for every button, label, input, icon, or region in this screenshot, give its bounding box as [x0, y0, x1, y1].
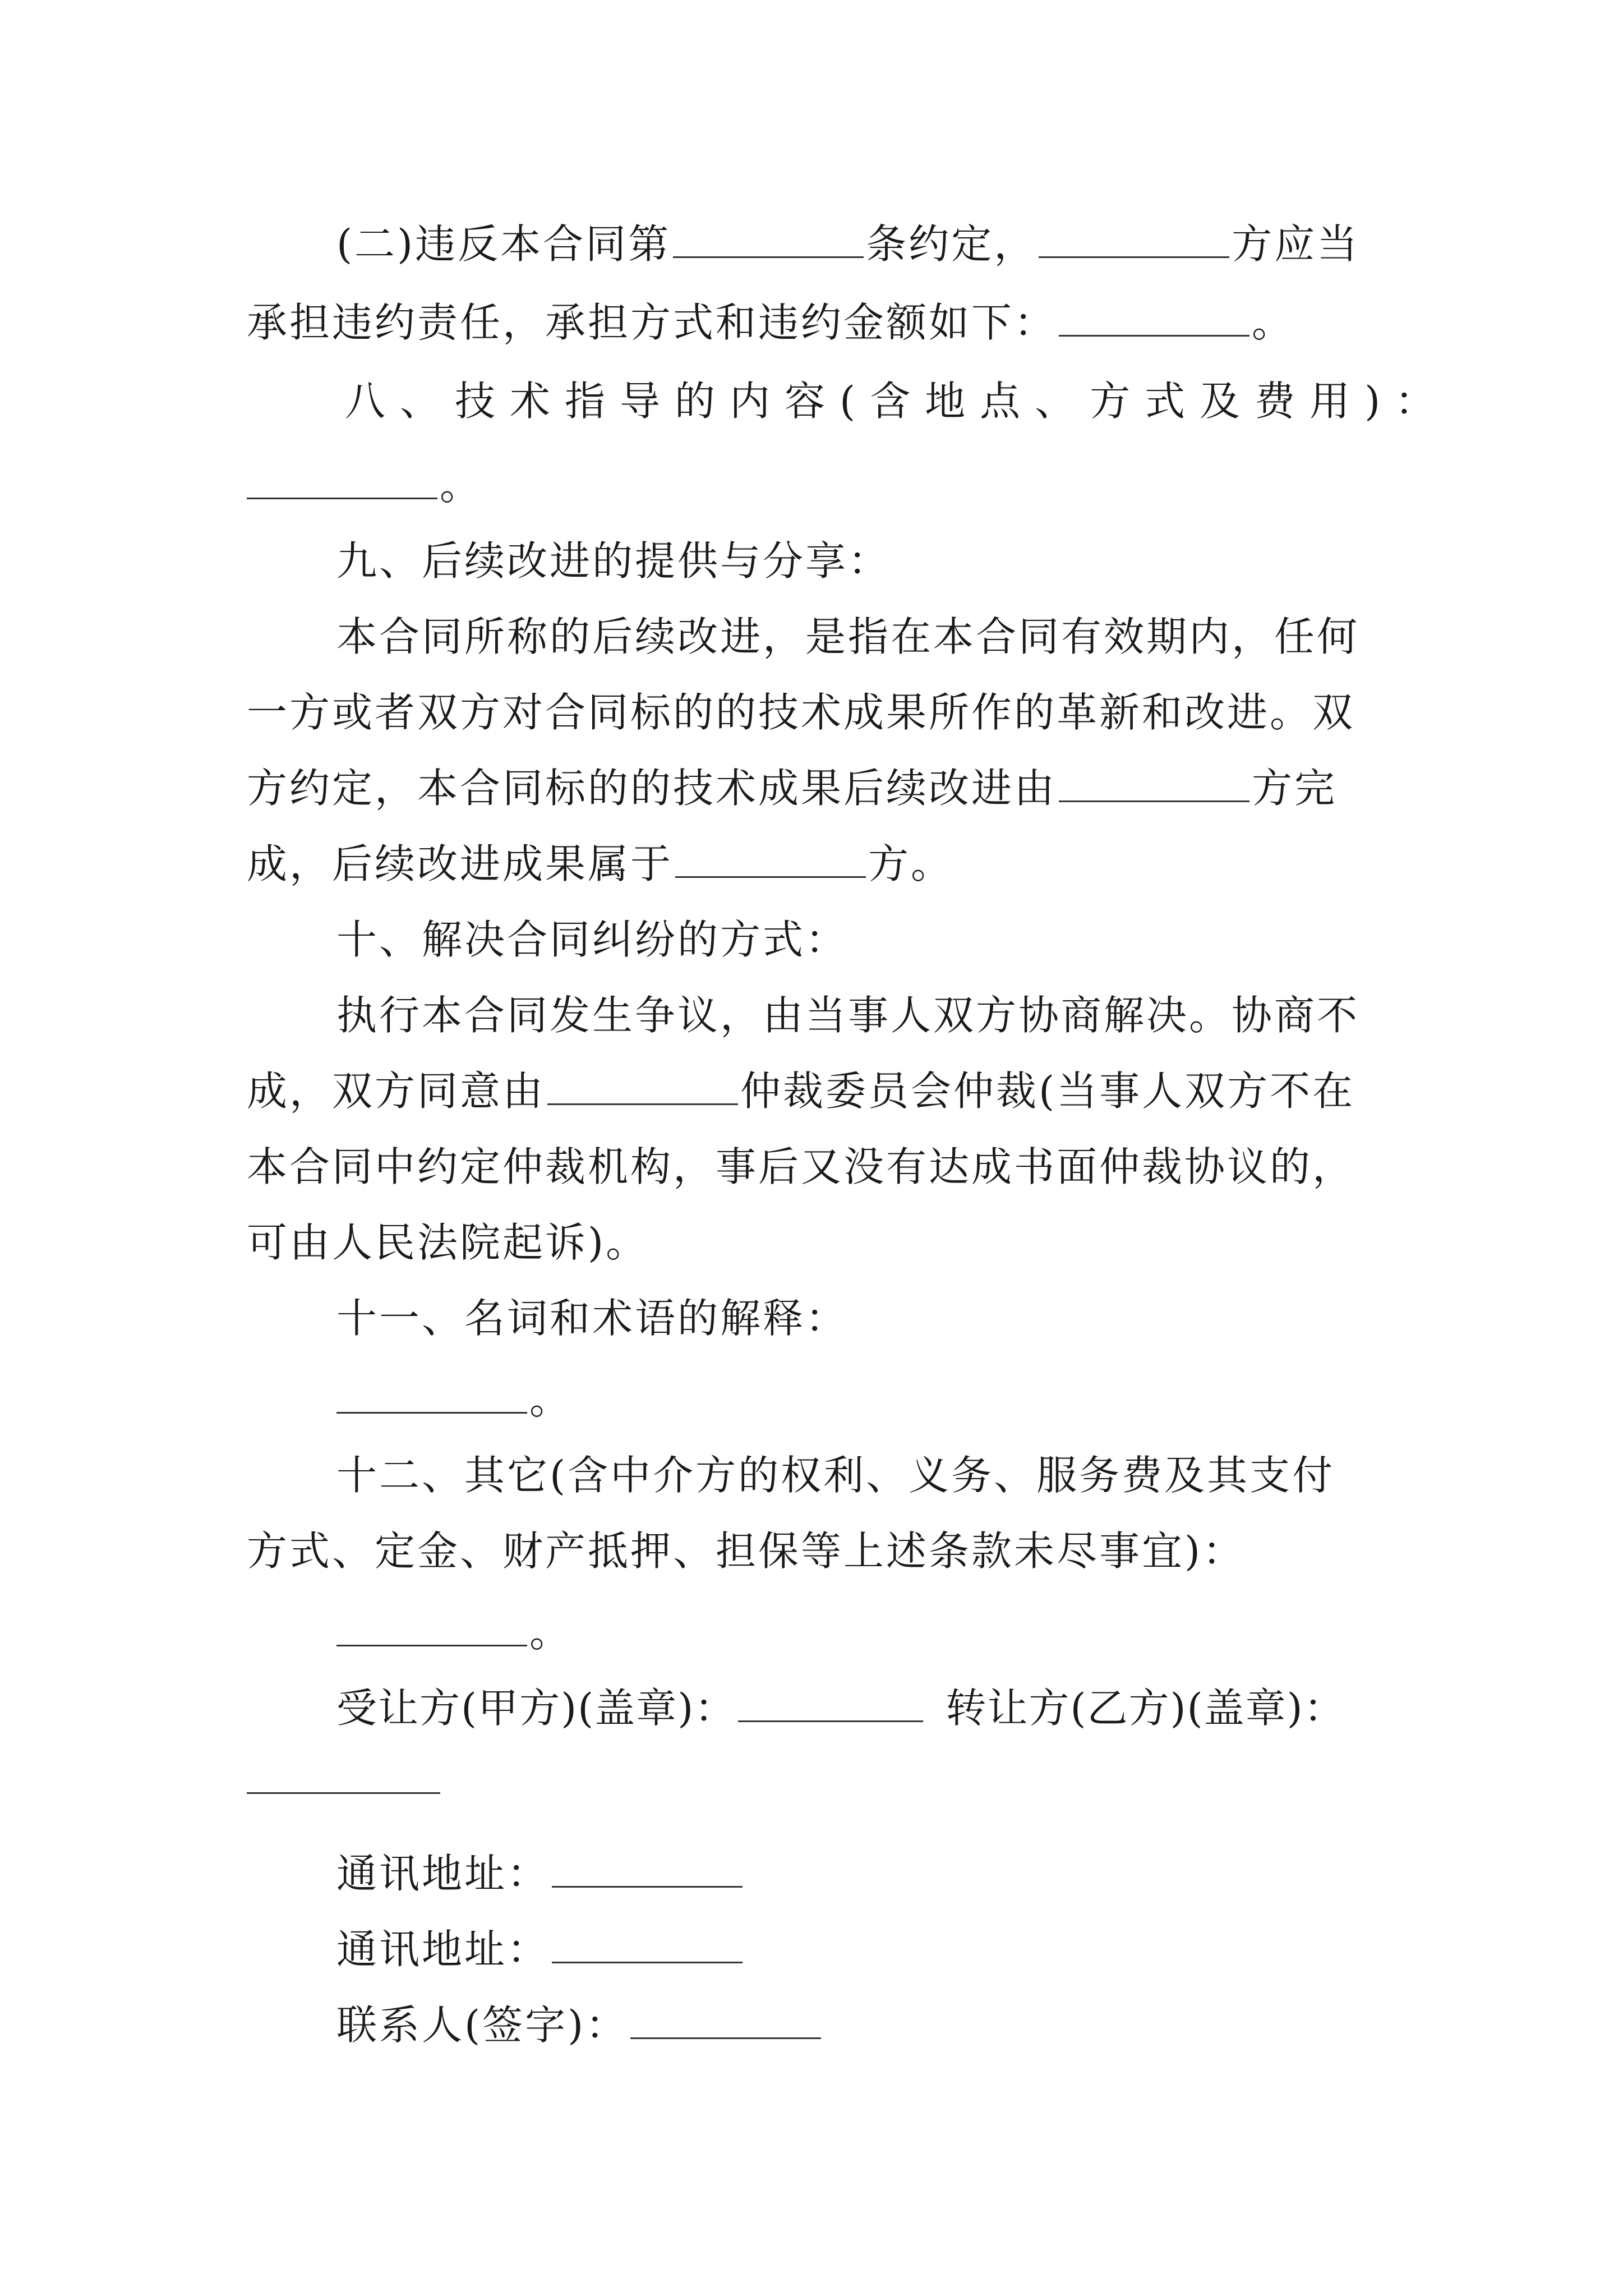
transferee-label: 受让方(甲方)(盖章)： — [336, 1685, 736, 1732]
text: 方约定，本合同标的的技术成果后续改进由 — [247, 765, 1057, 812]
label: 通讯地址： — [336, 1850, 550, 1897]
heading-text: 八、技术指导的内容(含地点、方式及费用)： — [345, 378, 1450, 425]
text: 。 — [1252, 299, 1295, 346]
fill-blank-address[interactable] — [552, 1928, 743, 1963]
fill-blank-improver[interactable] — [1059, 767, 1249, 802]
liability-line — [247, 292, 1294, 353]
section-11-content-line — [336, 1369, 572, 1430]
paragraph-line — [336, 984, 1359, 1046]
fill-blank-transferee[interactable] — [738, 1687, 923, 1722]
text: 仲裁委员会仲裁(当事人双方不在 — [740, 1068, 1355, 1115]
paragraph-line — [247, 1212, 648, 1273]
text: 一方或者双方对合同标的的技术成果所作的革新和改进。双 — [247, 689, 1355, 736]
fill-blank-party[interactable] — [1039, 223, 1229, 258]
heading-text: 九、后续改进的提供与分享： — [336, 537, 891, 585]
text: 承担违约责任，承担方式和违约金额如下： — [247, 299, 1057, 346]
address-line — [336, 1843, 745, 1904]
text: 方式、定金、财产抵押、担保等上述条款未尽事宜)： — [247, 1527, 1246, 1575]
paragraph-line — [247, 757, 1337, 819]
fill-blank-other[interactable] — [336, 1611, 527, 1646]
paragraph-line — [336, 606, 1359, 668]
text: 本合同中约定仲裁机构，事后又没有达成书面仲裁协议的， — [247, 1143, 1355, 1190]
text: 成，后续改进成果属于 — [247, 840, 674, 887]
fill-blank-article-number[interactable] — [673, 223, 864, 258]
text: 。 — [440, 462, 483, 509]
paragraph-line — [247, 1060, 1355, 1122]
text: 执行本合同发生争议，由当事人双方协商解决。协商不 — [336, 992, 1360, 1039]
fill-blank-address[interactable] — [552, 1852, 743, 1888]
fill-blank-transferor[interactable] — [247, 1792, 440, 1794]
text: 方。 — [868, 840, 954, 887]
paragraph-line — [247, 682, 1355, 743]
label: 联系人(签字)： — [336, 2001, 629, 2049]
heading-text: 十一、名词和术语的解释： — [336, 1295, 849, 1342]
text: 成，双方同意由 — [247, 1068, 546, 1115]
section-12-heading — [336, 1444, 1335, 1506]
fill-blank-liability[interactable] — [1059, 301, 1249, 337]
section-11-heading — [336, 1287, 848, 1349]
section-10-heading — [336, 909, 848, 970]
fill-blank-owner[interactable] — [675, 843, 866, 878]
heading-text: 十二、其它(含中介方的权利、义务、服务费及其支付 — [336, 1452, 1335, 1499]
text: 。 — [529, 1376, 573, 1423]
fill-blank-contact[interactable] — [630, 2004, 821, 2039]
section-12-content-line — [336, 1602, 572, 1663]
text: 条约定， — [866, 220, 1037, 268]
fill-blank-arbitration[interactable] — [547, 1070, 738, 1105]
text: 方完 — [1252, 765, 1338, 812]
text: 可由人民法院起诉)。 — [247, 1219, 649, 1266]
fill-blank-guidance[interactable] — [247, 464, 437, 499]
paragraph-line — [247, 1136, 1355, 1198]
fill-blank-terms[interactable] — [336, 1378, 527, 1414]
signature-line — [336, 1677, 1345, 1739]
text: 本合同所称的后续改进，是指在本合同有效期内，任何 — [336, 613, 1360, 660]
address-line — [336, 1918, 745, 1980]
section-8-content-line — [247, 454, 482, 516]
clause-7-2-line — [336, 213, 1359, 275]
section-9-heading — [336, 530, 891, 592]
paragraph-line — [247, 833, 953, 895]
text: 方应当 — [1232, 220, 1360, 268]
text: 。 — [529, 1609, 573, 1656]
label: 通讯地址： — [336, 1926, 550, 1973]
transferor-label: 转让方(乙方)(盖章)： — [946, 1685, 1345, 1732]
text: (二)违反本合同第 — [336, 220, 671, 268]
contact-line — [336, 1994, 823, 2056]
paragraph-line — [247, 1520, 1245, 1582]
heading-text: 十、解决合同纠纷的方式： — [336, 916, 849, 963]
section-8-heading — [345, 370, 1450, 432]
